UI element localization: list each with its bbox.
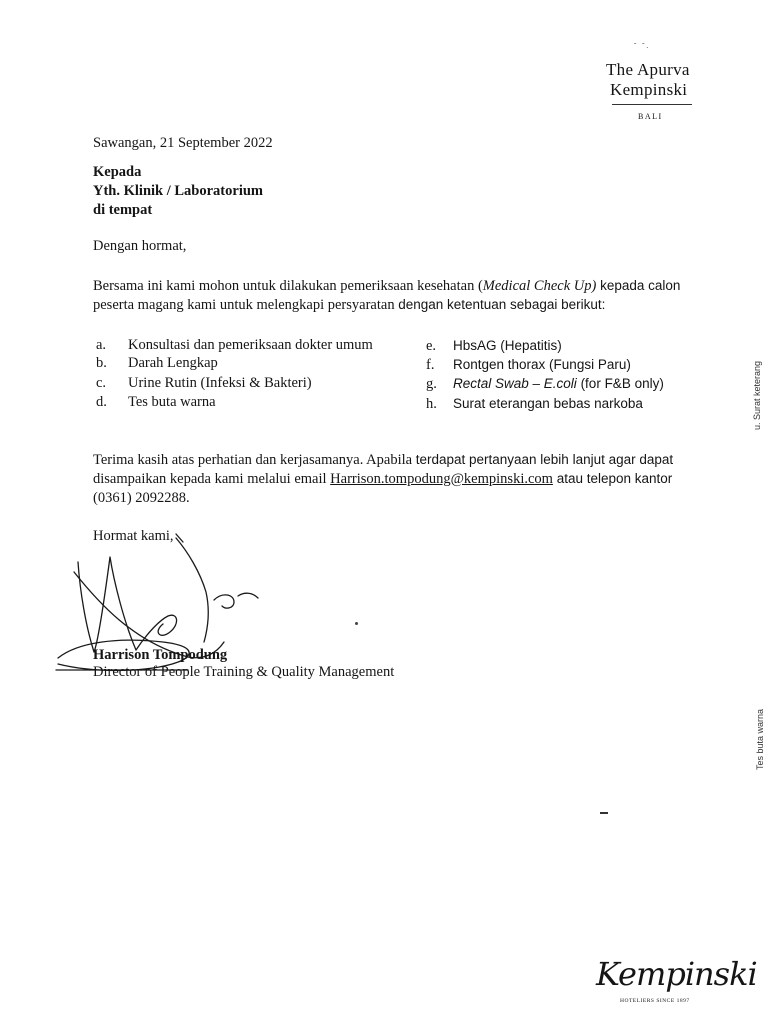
list-item bbox=[426, 395, 643, 413]
list-item bbox=[96, 393, 216, 411]
list-letter: d. bbox=[96, 394, 107, 410]
list-text-italic: Rectal Swab – E.coli bbox=[453, 376, 577, 391]
list-item bbox=[426, 375, 664, 393]
closing-text: Terima kasih atas perhatian dan kerjasamanya. Apabila bbox=[93, 452, 416, 468]
list-letter: b. bbox=[96, 355, 107, 371]
list-text: Darah Lengkap bbox=[128, 355, 218, 371]
list-item bbox=[96, 354, 218, 372]
list-item bbox=[96, 336, 373, 354]
closing-text-continued: terdapat pertanyaan lebih lanjut agar dapat bbox=[415, 452, 674, 467]
recipient-line-1: Kepada bbox=[93, 164, 142, 180]
list-item bbox=[96, 374, 312, 392]
closing-text-continued: atau telepon kantor bbox=[552, 471, 673, 486]
list-text: Rontgen thorax (Fungsi Paru) bbox=[453, 357, 631, 372]
sign-off: Hormat kami, bbox=[93, 528, 174, 544]
recipient-line-3: di tempat bbox=[93, 202, 153, 218]
list-letter: h. bbox=[426, 396, 437, 412]
list-item bbox=[426, 337, 562, 355]
list-text: Urine Rutin (Infeksi & Bakteri) bbox=[128, 375, 312, 391]
letterhead-line-2: Kempinski bbox=[610, 80, 688, 99]
intro-text-continued: kepada calon bbox=[596, 278, 681, 293]
kempinski-logo: Kempinski bbox=[596, 955, 757, 993]
speck bbox=[355, 622, 358, 625]
letterhead-marks: ˇ ˇ. bbox=[634, 42, 651, 50]
closing-line-1 bbox=[93, 451, 673, 469]
list-text: Surat eterangan bebas narkoba bbox=[453, 396, 643, 411]
letterhead-location: BALI bbox=[638, 112, 663, 121]
speck bbox=[600, 812, 608, 814]
list-letter: f. bbox=[426, 357, 435, 373]
list-item bbox=[426, 356, 631, 374]
intro-line-2 bbox=[93, 296, 605, 314]
signatory-title: Director of People Training & Quality Management bbox=[93, 664, 395, 680]
list-text: HbsAG (Hepatitis) bbox=[453, 338, 562, 353]
list-letter: e. bbox=[426, 338, 437, 354]
closing-line-3: (0361) 2092288. bbox=[93, 490, 190, 506]
edge-text-top: u. Surat keterang bbox=[752, 360, 762, 430]
list-text: Konsultasi dan pemeriksaan dokter umum bbox=[128, 337, 373, 353]
closing-text: disampaikan kepada kami melalui email bbox=[93, 471, 331, 487]
letter-date: Sawangan, 21 September 2022 bbox=[93, 135, 273, 151]
signatory-name: Harrison Tompodung bbox=[93, 647, 228, 663]
recipient-line-2: Yth. Klinik / Laboratorium bbox=[93, 183, 263, 199]
email-link[interactable]: Harrison.tompodung@kempinski.com bbox=[330, 471, 553, 487]
list-letter: g. bbox=[426, 376, 437, 392]
closing-line-2 bbox=[93, 470, 672, 488]
list-text: (for F&B only) bbox=[576, 376, 664, 391]
intro-line-1 bbox=[93, 277, 680, 295]
salutation: Dengan hormat, bbox=[93, 238, 187, 254]
intro-line-2-continued: dengan ketentuan sebagai berikut: bbox=[398, 297, 606, 312]
intro-emphasis: Medical Check Up) bbox=[482, 278, 597, 294]
list-text: Tes buta warna bbox=[128, 394, 216, 410]
intro-line-2-text: peserta magang kami untuk melengkapi persyaratan bbox=[93, 297, 399, 313]
list-letter: a. bbox=[96, 337, 107, 353]
list-letter: c. bbox=[96, 375, 107, 391]
kempinski-tagline: HOTELIERS SINCE 1897 bbox=[620, 998, 690, 1004]
letterhead-divider bbox=[612, 104, 692, 105]
intro-text: Bersama ini kami mohon untuk dilakukan pemeriksaan kesehatan ( bbox=[93, 278, 483, 294]
edge-text-bottom: Tes buta warna bbox=[755, 708, 765, 770]
letterhead-line-1: The Apurva bbox=[606, 60, 690, 79]
